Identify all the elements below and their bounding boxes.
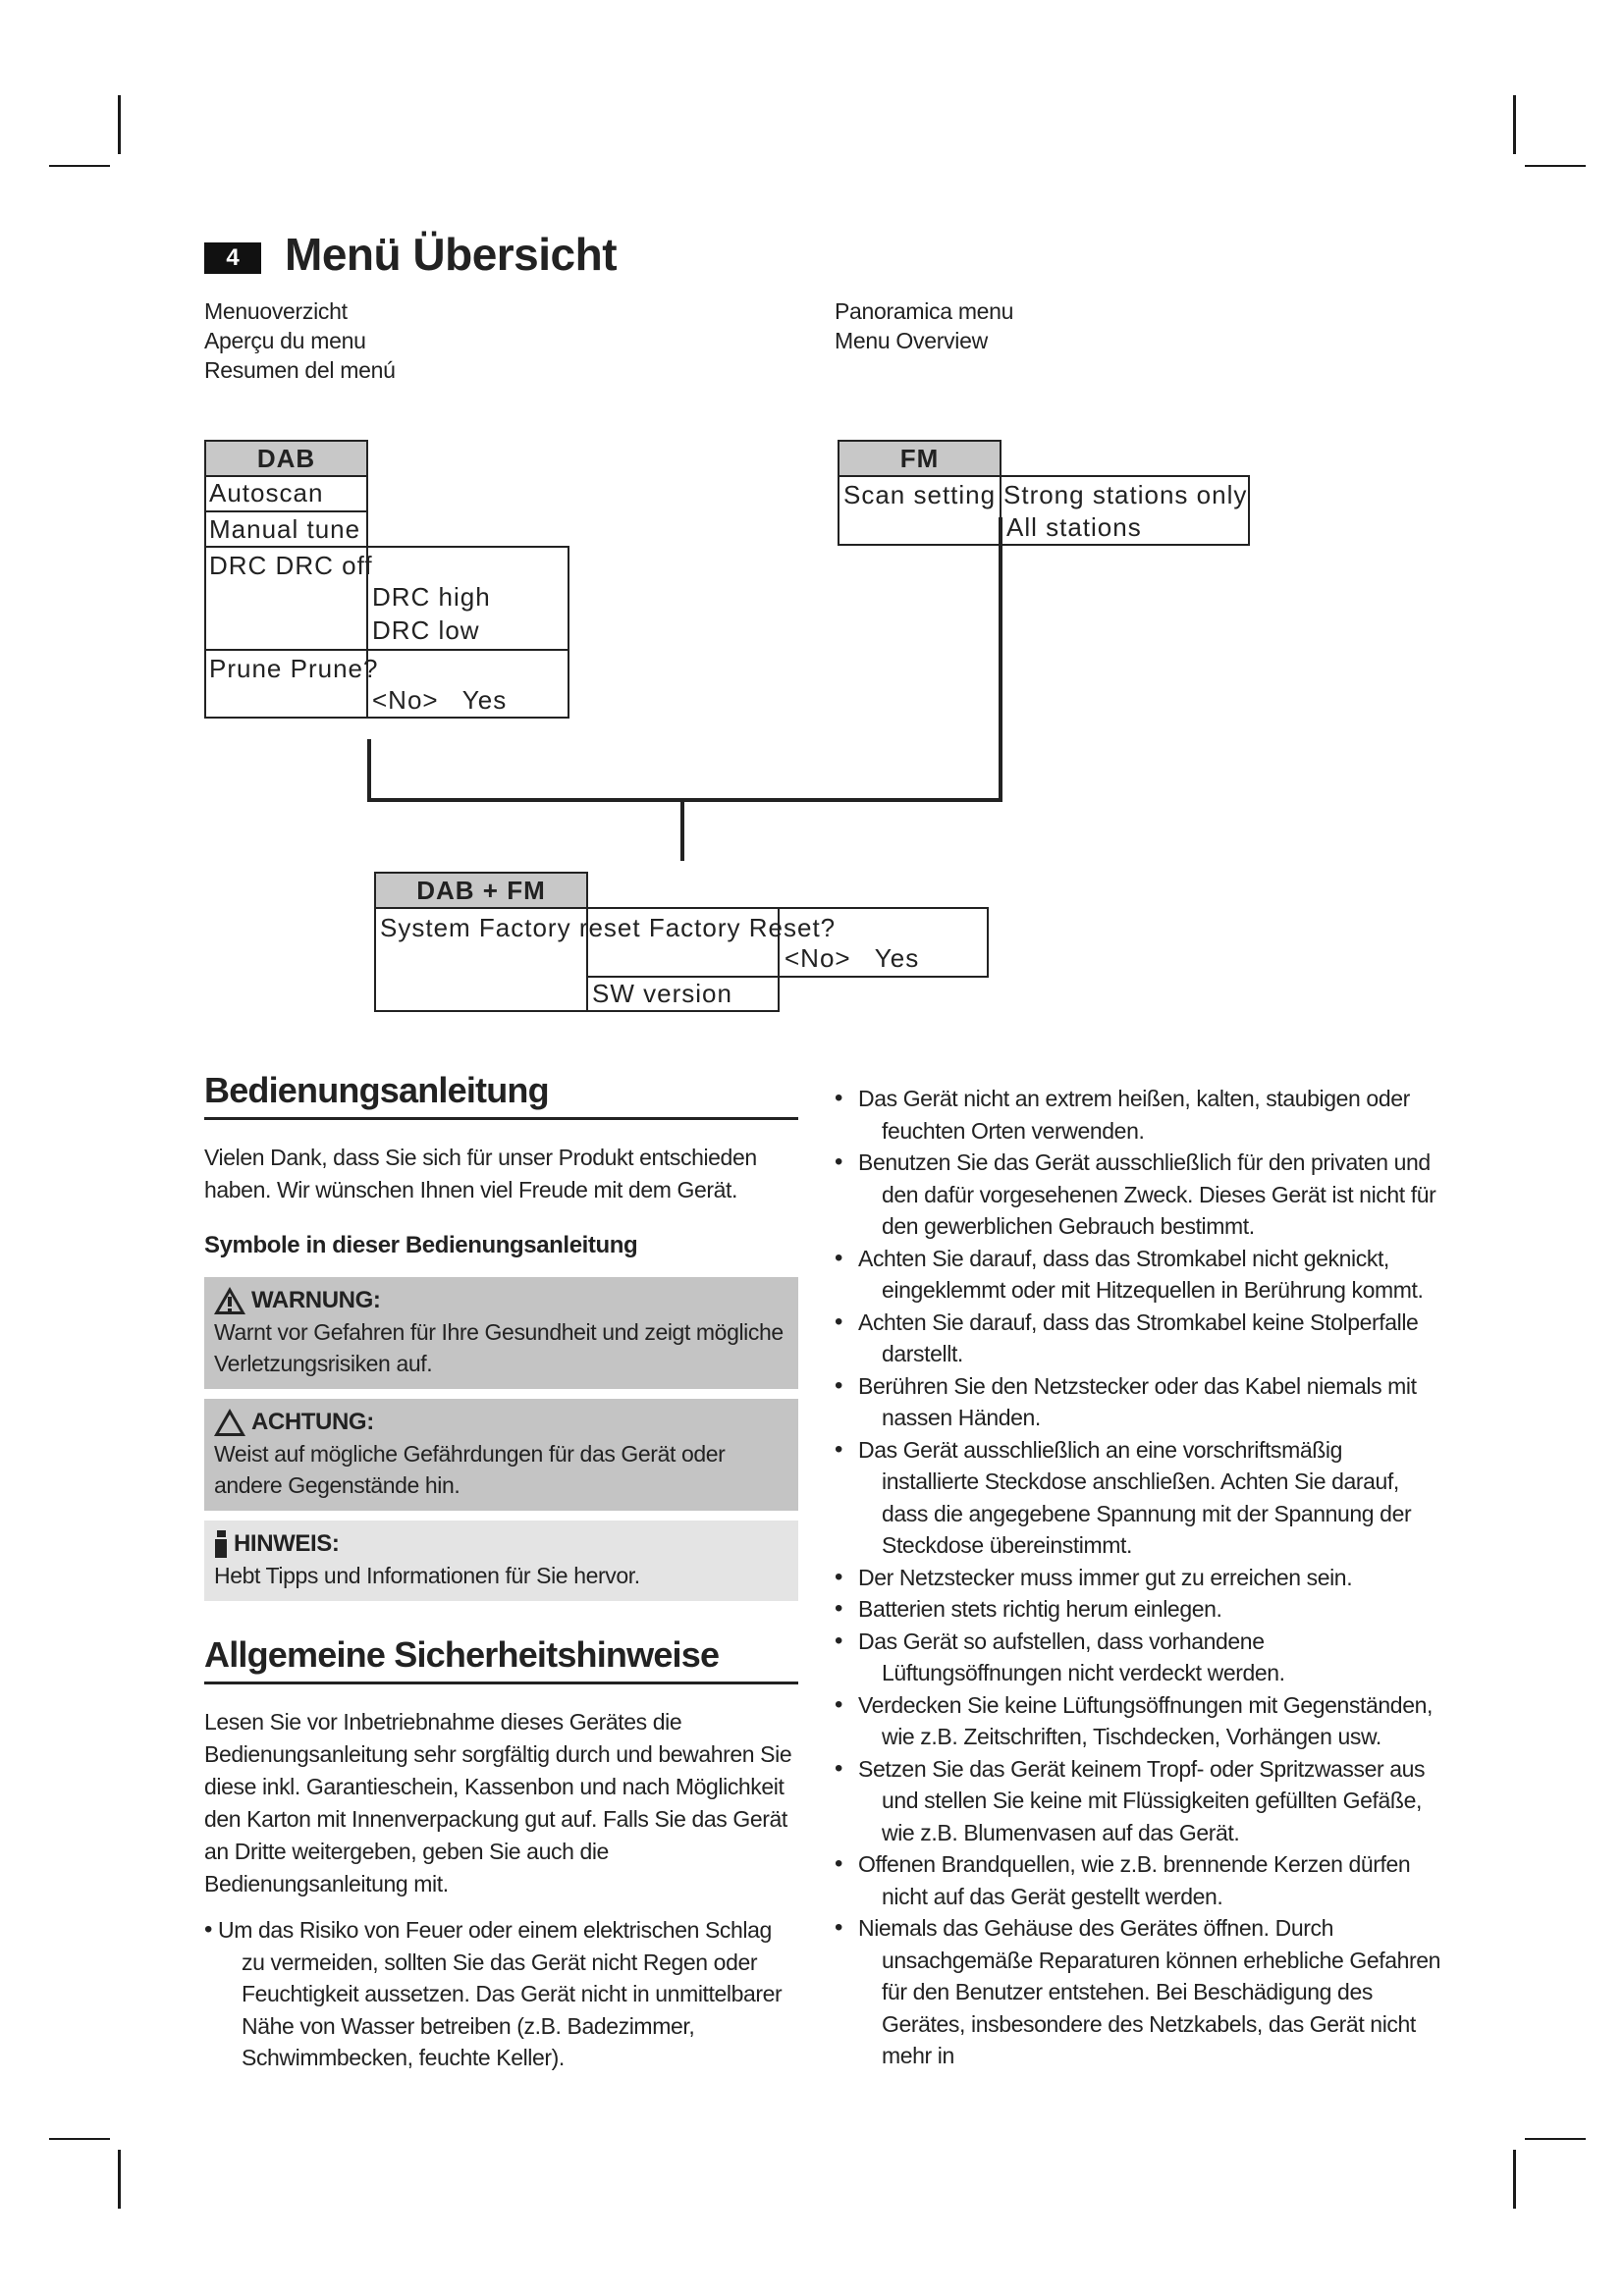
connector-line <box>367 739 371 802</box>
page-title: Menü Übersicht <box>285 229 618 280</box>
list-item: • Benutzen Sie das Gerät ausschließlich für den privaten und den dafür vorgesehenen Zweck. Dieses Gerät ist nicht für den gewerblichen Gebrauch bestimmt. <box>835 1147 1443 1243</box>
connector-line <box>680 798 684 861</box>
list-item: • Um das Risiko von Feuer oder einem elektrischen Schlag zu vermeiden, sollten Sie das Gerät nicht Regen oder Feuchtigkeit aussetzen. Das Gerät nicht in unmittelbarer Nähe von Wasser betreiben (z.B. Badezimmer, Schwimmbecken, feuchte Keller). <box>204 1914 798 2074</box>
dab-drc-low: DRC low <box>372 615 480 645</box>
fm-all-stations: All stations <box>1006 512 1142 542</box>
connector-line <box>367 798 1002 802</box>
list-item: • Der Netzstecker muss immer gut zu erreichen sein. <box>835 1562 1443 1594</box>
warning-icon <box>214 1287 245 1314</box>
list-item: • Das Gerät nicht an extrem heißen, kalten, staubigen oder feuchten Orten verwenden. <box>835 1083 1443 1147</box>
left-column <box>204 1070 798 2074</box>
heading-sicherheitshinweise: Allgemeine Sicherheitshinweise <box>204 1634 798 1684</box>
fm-strong-stations: Strong stations only <box>1003 480 1248 509</box>
list-item: • Berühren Sie den Netzstecker oder das Kabel niemals mit nassen Händen. <box>835 1370 1443 1434</box>
dab-manual-tune: Manual tune <box>209 514 361 544</box>
list-item: • Achten Sie darauf, dass das Stromkabel keine Stolperfalle darstellt. <box>835 1307 1443 1370</box>
right-column <box>835 1083 1443 2072</box>
right-bullet-list <box>835 1083 1443 2072</box>
fm-scan-setting: Scan setting <box>843 480 997 509</box>
subtitle-es: Resumen del menú <box>204 357 396 383</box>
hint-text: Hebt Tipps und Informationen für Sie hervor. <box>214 1563 640 1588</box>
list-item: • Achten Sie darauf, dass das Stromkabel nicht geknickt, eingeklemmt oder mit Hitzequellen in Berührung kommt. <box>835 1243 1443 1307</box>
warning-title: WARNUNG: <box>251 1287 381 1313</box>
crop-mark <box>118 2150 121 2209</box>
caution-text: Weist auf mögliche Gefährdungen für das Gerät oder andere Gegenstände hin. <box>214 1441 726 1498</box>
list-item: • Das Gerät so aufstellen, dass vorhandene Lüftungsöffnungen nicht verdeckt werden. <box>835 1626 1443 1689</box>
dabfm-system: System Factory reset Factory Reset? <box>380 913 837 942</box>
dab-autoscan: Autoscan <box>209 478 324 507</box>
hint-title: HINWEIS: <box>234 1530 340 1557</box>
subtitle-nl: Menuoverzicht <box>204 298 348 324</box>
intro-text: Vielen Dank, dass Sie sich für unser Produkt entschieden haben. Wir wünschen Ihnen viel Freude mit dem Gerät. <box>204 1145 757 1202</box>
crop-mark <box>1513 2150 1516 2209</box>
warning-box <box>204 1277 798 1389</box>
connector-line <box>999 517 1002 802</box>
dabfm-sw-version: SW version <box>592 979 732 1008</box>
symbols-heading: Symbole in dieser Bedienungsanleitung <box>204 1232 638 1258</box>
left-bullet-list <box>204 1914 798 2074</box>
dabfm-header: DAB + FM <box>374 872 588 909</box>
subtitle-fr: Aperçu du menu <box>204 328 366 353</box>
safety-intro: Lesen Sie vor Inbetriebnahme dieses Gerätes die Bedienungsanleitung sehr sorgfältig durch und bewahren Sie diese inkl. Garantieschein, Kassenbon und nach Möglichkeit den Karton mit Innenverpackung gut auf. Falls Sie das Gerät an Dritte weitergeben, geben Sie auch die Bedienungsanleitung mit. <box>204 1709 792 1896</box>
list-item: • Batterien stets richtig herum einlegen. <box>835 1593 1443 1626</box>
subtitle-en: Menu Overview <box>835 328 988 353</box>
crop-mark <box>1525 165 1586 167</box>
list-item: • Offenen Brandquellen, wie z.B. brennende Kerzen dürfen nicht auf das Gerät gestellt werden. <box>835 1848 1443 1912</box>
crop-mark <box>49 165 110 167</box>
caution-icon <box>214 1409 245 1436</box>
dab-prune-options: <No> Yes <box>372 685 508 715</box>
crop-mark <box>49 2138 110 2140</box>
caution-box <box>204 1399 798 1511</box>
info-icon <box>214 1530 228 1558</box>
list-item: • Setzen Sie das Gerät keinem Tropf- oder Spritzwasser aus und stellen Sie keine mit Flüssigkeiten gefüllten Gefäße, wie z.B. Blumenvasen auf das Gerät. <box>835 1753 1443 1849</box>
page-number-badge: 4 <box>204 242 261 274</box>
list-item: • Niemals das Gehäuse des Gerätes öffnen. Durch unsachgemäße Reparaturen können erhebliche Gefahren für den Benutzer entstehen. Bei Beschädigung des Gerätes, insbesondere des Netzkabels, das Gerät nicht mehr in <box>835 1912 1443 2072</box>
subtitle-it: Panoramica menu <box>835 298 1014 324</box>
dab-prune: Prune Prune? <box>209 654 379 683</box>
fm-header: FM <box>838 440 1001 477</box>
warning-text: Warnt vor Gefahren für Ihre Gesundheit und zeigt mögliche Verletzungsrisiken auf. <box>214 1319 784 1376</box>
crop-mark <box>1513 95 1516 154</box>
list-item: • Verdecken Sie keine Lüftungsöffnungen mit Gegenständen, wie z.B. Zeitschriften, Tischdecken, Vorhängen usw. <box>835 1689 1443 1753</box>
caution-title: ACHTUNG: <box>251 1409 374 1435</box>
dab-drc-high: DRC high <box>372 582 491 612</box>
dab-header: DAB <box>204 440 368 477</box>
dab-drc: DRC DRC off <box>209 551 373 580</box>
list-item: • Das Gerät ausschließlich an eine vorschriftsmäßig installierte Steckdose anschließen. Achten Sie darauf, dass die angegebene Spannung mit der Spannung der Steckdose übereinstimmt. <box>835 1434 1443 1562</box>
crop-mark <box>1525 2138 1586 2140</box>
crop-mark <box>118 95 121 154</box>
dabfm-options: <No> Yes <box>785 943 920 973</box>
hint-box <box>204 1521 798 1601</box>
subtitles-left <box>204 296 396 385</box>
subtitles-right <box>835 296 1013 355</box>
heading-bedienungsanleitung: Bedienungsanleitung <box>204 1070 798 1120</box>
